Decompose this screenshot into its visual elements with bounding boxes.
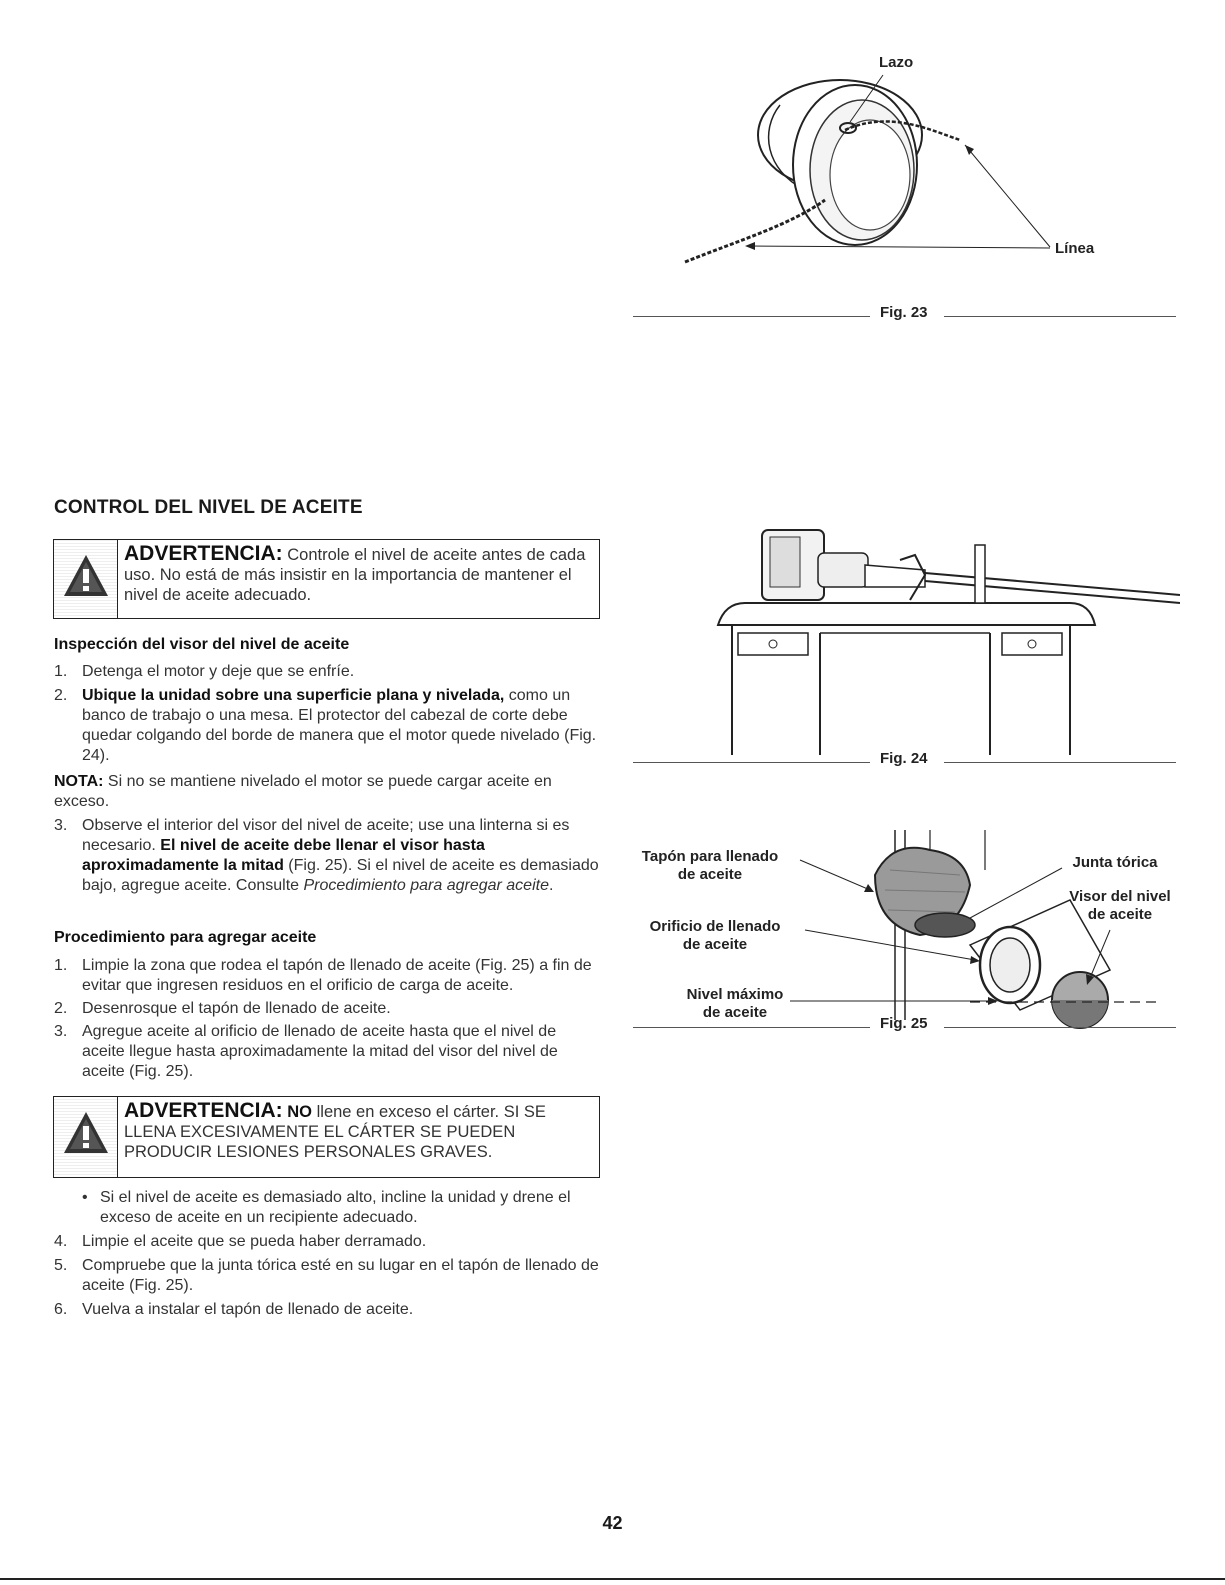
procedure-step-1 [54,956,599,996]
warning-icon [62,552,110,600]
caption-fig-25: Fig. 25 [880,1015,928,1032]
warning-text-2 [124,1101,591,1162]
inspection-note [54,772,599,812]
caption-fig-23: Fig. 23 [880,304,928,321]
callout-tapon-line2: de aceite [677,866,743,883]
callout-tapon-line1: Tapón para llenado [641,848,779,865]
caption-rule-left [633,316,870,317]
step-text: Desenrosque el tapón de llenado de aceite. [82,1000,391,1017]
caption-rule-right [944,316,1176,317]
callout-visor-line1: Visor del nivel [1069,888,1171,905]
step-text: . [548,877,554,894]
trimmer-spool-illustration [630,50,1180,290]
callout-orificio-line2: de aceite [682,936,748,953]
warning-heading-2: ADVERTENCIA: [124,1099,283,1122]
label-linea: Línea [1055,240,1095,257]
caption-rule-right [944,1027,1176,1028]
label-lazo: Lazo [879,54,914,71]
inspection-step-1 [54,662,599,682]
bottom-rule [0,1578,1225,1580]
callout-junta [1060,854,1170,872]
caption-rule-right [944,762,1176,763]
callout-nivel-line2: de aceite [702,1004,768,1021]
procedure-step-5 [54,1256,599,1296]
trimmer-on-workbench-illustration [700,515,1180,755]
step-number: 2. [54,1000,68,1017]
warning-box-2 [53,1096,600,1178]
note-label: NOTA: [54,773,104,790]
inspection-step-3 [54,816,599,896]
step-text: Compruebe que la junta tórica esté en su lugar en el tapón de llenado de aceite (Fig. 25). [82,1257,599,1294]
figure-24 [700,515,1180,755]
procedure-step-3 [54,1022,599,1082]
callout-visor [1062,888,1178,924]
step-text: Observe el interior del visor del nivel de aceite; use una linterna si es necesario. [82,817,570,854]
step-text: Limpie el aceite que se pueda haber derramado. [82,1233,427,1250]
step-italic-reference: Procedimiento para agregar aceite [303,877,549,894]
step-bold-text: Ubique la unidad sobre una superficie plana y nivelada, [82,687,505,704]
warning-box-1 [53,539,600,619]
caption-rule-left [633,1027,870,1028]
callout-visor-line2: de aceite [1087,906,1153,923]
warning-body-1: Controle el nivel de aceite antes de cada uso. No está de más insistir en la importancia de mantener el nivel de aceite adecuado. [124,546,586,604]
step-number: 5. [54,1257,68,1274]
warning-heading-1: ADVERTENCIA: [124,542,283,565]
step-text: como un banco de trabajo o una mesa. El protector del cabezal de corte debe quedar colgando del borde de manera que el motor quede nivelado (Fig. 24). [82,687,597,764]
warning-icon-cell [54,1097,118,1177]
section-title: CONTROL DEL NIVEL DE ACEITE [54,497,363,518]
bullet-dot: • [82,1189,88,1206]
callout-nivel [625,986,845,1022]
inspection-step-2 [54,686,599,766]
note-text: Si no se mantiene nivelado el motor se puede cargar aceite en exceso. [54,773,552,810]
callout-tapon [610,848,810,884]
callout-orificio-line1: Orificio de llenado [649,918,781,935]
overfill-bullet [82,1188,582,1228]
figure-23 [630,50,1180,330]
step-text: Agregue aceite al orificio de llenado de aceite hasta que el nivel de aceite llegue hasta aproximadamente la mitad del visor del nivel de aceite (Fig. 25). [82,1023,558,1080]
step-number: 1. [54,663,68,680]
warning-no: NO [287,1103,313,1121]
step-text: Vuelva a instalar el tapón de llenado de aceite. [82,1301,414,1318]
step-bold-text: El nivel de aceite debe llenar el visor hasta aproximadamente la mitad [82,837,485,874]
warning-text-1 [124,544,591,605]
procedure-heading: Procedimiento para agregar aceite [54,929,317,946]
warning-icon-cell [54,540,118,618]
procedure-step-6 [54,1300,599,1320]
warning-body-2: llene en exceso el cárter. SI SE LLENA EXCESIVAMENTE EL CÁRTER SE PUEDEN PRODUCIR LESIONES PERSONALES GRAVES. [124,1103,546,1161]
callout-nivel-line1: Nivel máximo [686,986,784,1003]
procedure-step-4 [54,1232,599,1252]
step-number: 2. [54,687,68,704]
step-number: 1. [54,957,68,974]
caption-fig-24: Fig. 24 [880,750,928,767]
page-number: 42 [602,1513,623,1533]
procedure-step-2 [54,999,599,1019]
step-number: 3. [54,817,68,834]
step-number: 6. [54,1301,68,1318]
callout-orificio [610,918,820,954]
step-text: Detenga el motor y deje que se enfríe. [82,663,355,680]
step-text: (Fig. 25). Si el nivel de aceite es demasiado bajo, agregue aceite. Consulte [82,857,599,894]
step-number: 3. [54,1023,68,1040]
bullet-text: Si el nivel de aceite es demasiado alto, incline la unidad y drene el exceso de aceite en un recipiente adecuado. [100,1189,571,1226]
caption-rule-left [633,762,870,763]
figure-25 [630,830,1180,1030]
callout-junta-text: Junta tórica [1072,854,1158,871]
step-number: 4. [54,1233,68,1250]
warning-icon [62,1109,110,1157]
inspection-heading: Inspección del visor del nivel de aceite [54,636,350,653]
step-text: Limpie la zona que rodea el tapón de llenado de aceite (Fig. 25) a fin de evitar que ingresen residuos en el orificio de carga de aceite. [82,957,592,994]
